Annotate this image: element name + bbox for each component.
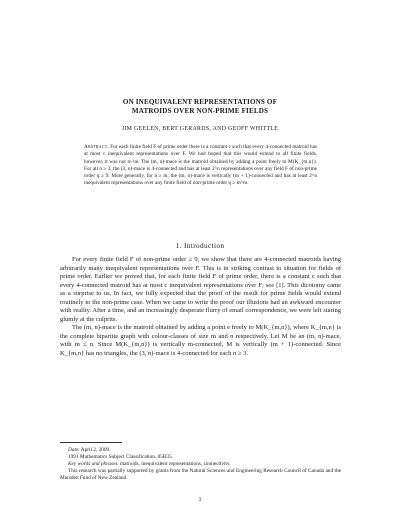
footnote-date <box>60 447 341 454</box>
section-heading: 1. Introduction <box>175 242 225 250</box>
abstract-text: For each finite field F of prime order there is a constant c such that every 4-connected matroid has at most c inequivalent representations over F. We had hoped that this would extend to all finite fields, however, it was not to be. The (m, n)-mace is the matroid obtained by adding a point freely to M(K_{m,n}). For all n ≥ 3, the (3, n)-mace is 4-connected and has at least 2^n representations over any field F of non-prime order q ≥ 9. More generally, for n ≥ m, the (m, n)-mace is vertically (m + 1)-connected and has at least 2^n inequivalent representations over any finite field of non-prime order q ≥ m^m. <box>84 144 318 187</box>
footnote-keywords-label: Key words and phrases. <box>68 461 119 467</box>
footnote-date-value: : April 2, 2009. <box>78 447 111 453</box>
footnote-msc: 1991 Mathematics Subject Classification. 05B35. <box>68 454 174 460</box>
footnote-keywords <box>60 461 341 468</box>
body-paragraph-2: The (m, n)-mace is the matroid obtained by adding a point e freely to M(K_{m,n}), where K_{m,n} is the complete bipartite graph with colour-classes of size m and n respectively. Let M be an (m, n)-mace, with m ≤ n. Since M(K_{m,n}) is vertically m-connected, M is vertically (m + 1)-connected. Since K_{m,n} has no triangles, the (3, n)-mace is 4-connected for each n ≥ 3. <box>60 324 341 357</box>
paper-title-line1: ON INEQUIVALENT REPRESENTATIONS OF <box>122 98 278 106</box>
abstract-block <box>84 144 317 188</box>
footnote-date-label: Date <box>68 447 79 453</box>
footnote-support: This research was partially supported by grants from the Natural Sciences and Engineering Research Council of Canada and the Marsden Fund of New Zealand. <box>60 468 341 481</box>
footnote-rule <box>60 442 122 443</box>
paper-authors: JIM GEELEN, BERT GERARDS, AND GEOFF WHITTLE <box>121 126 279 132</box>
abstract-label: Abstract. <box>84 144 109 150</box>
section-body <box>60 256 341 358</box>
footnote-keywords-value: matroids, inequivalent representations, connectivity. <box>118 461 231 467</box>
paper-title-line2: MATROIDS OVER NON-PRIME FIELDS <box>131 107 269 115</box>
page-number: 1 <box>198 497 202 503</box>
footnotes <box>60 447 341 482</box>
body-paragraph-1: For every finite field F of non-prime order ≥ 9, we show that there are 4-connected matroids having arbitrarily many inequivalent representations over F. This is in striking contrast to situation for fields of prime order. Earlier we proved that, for each finite field F of prime order, there is a constant c such that every 4-connected matroid has at most c inequivalent representations over F; see [1]. This dicotomy came as a surprise to us. In fact, we fully expected that the proof of the result for prime fields would extend routinely to the non-prime case. When we came to write the proof our illusions had an awkward encounter with reality. After a time, and an increasingly desperate flurry of email correspondence, we were left staring glumly at the culprits. <box>60 256 341 323</box>
